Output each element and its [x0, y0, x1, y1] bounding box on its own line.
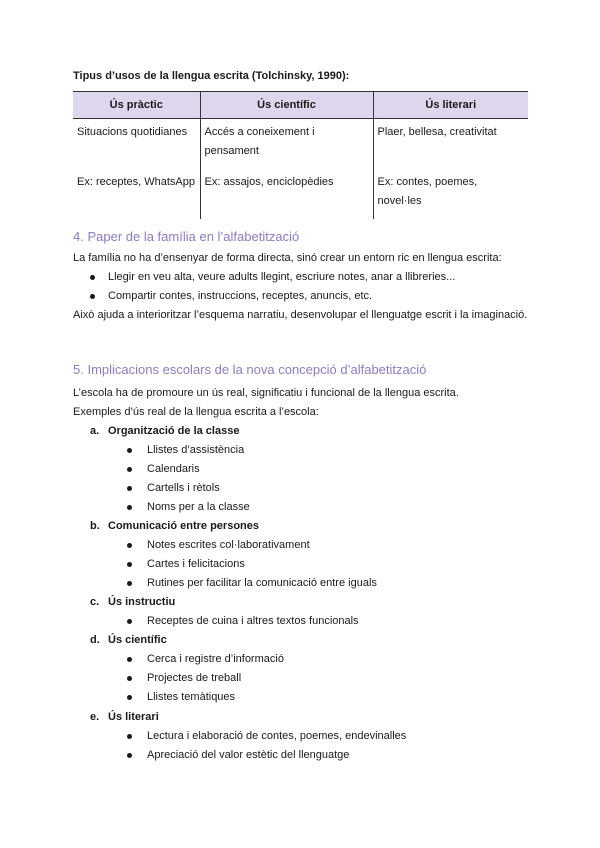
category-marker: d.	[90, 634, 100, 646]
category-marker: b.	[90, 520, 100, 532]
list-item: Cartells i rètols	[127, 479, 250, 498]
section-4-intro: La família no ha d’ensenyar de forma directa, sinó crear un entorn ric en llengua escrita:	[73, 252, 502, 264]
list-item: Compartir contes, instruccions, receptes, anuncis, etc.	[73, 287, 455, 306]
category-scientific-list	[127, 650, 284, 707]
table-cell: Ex: assajos, enciclopèdies	[200, 167, 373, 219]
category-scientific	[90, 631, 167, 650]
list-item: Noms per a la classe	[127, 498, 250, 517]
category-title: Organització de la classe	[108, 425, 240, 437]
list-item: Rutines per facilitar la comunicació entre iguals	[127, 574, 377, 593]
section-4-bullet-list	[73, 268, 455, 306]
category-instructive-list	[127, 612, 359, 631]
category-title: Ús instructiu	[108, 596, 176, 608]
table-cell: Ex: contes, poemes, novel·les	[373, 167, 528, 219]
list-item: Receptes de cuina i altres textos funcionals	[127, 612, 359, 631]
uses-table	[73, 91, 528, 219]
section-5-intro-2: Exemples d’ús real de la llengua escrita a l’escola:	[73, 406, 319, 418]
list-item: Cerca i registre d’informació	[127, 650, 284, 669]
table-row	[73, 119, 528, 168]
list-item: Llegir en veu alta, veure adults llegint, escriure notes, anar a llibreries...	[73, 268, 455, 287]
header-practical-use: Ús pràctic	[73, 92, 200, 119]
table-cell: Ex: receptes, WhatsApp	[77, 176, 195, 188]
category-literary	[90, 708, 159, 727]
category-organization-list	[127, 441, 250, 517]
category-organization	[90, 422, 239, 441]
table-cell: Situacions quotidianes	[77, 126, 188, 138]
table-title: Tipus d’usos de la llengua escrita (Tolchinsky, 1990):	[73, 70, 350, 82]
category-title: Comunicació entre persones	[108, 520, 259, 532]
table-cell: Plaer, bellesa, creativitat	[373, 119, 528, 168]
category-marker: c.	[90, 596, 100, 608]
category-title: Ús literari	[108, 711, 159, 723]
list-item: Notes escrites col·laborativament	[127, 536, 377, 555]
category-title: Ús científic	[108, 634, 167, 646]
section-5-heading: 5. Implicacions escolars de la nova concepció d’alfabetització	[73, 362, 427, 377]
table-header-row	[73, 92, 528, 119]
table-row	[73, 167, 528, 219]
list-item: Projectes de treball	[127, 669, 284, 688]
section-4-closing: Això ajuda a interioritzar l’esquema narratiu, desenvolupar el llenguatge escrit i la imaginació.	[73, 309, 528, 321]
category-instructive	[90, 593, 175, 612]
table-cell: Accés a coneixement i pensament	[200, 119, 373, 168]
list-item: Lectura i elaboració de contes, poemes, endevinalles	[127, 727, 406, 746]
category-marker: e.	[90, 711, 100, 723]
category-marker: a.	[90, 425, 100, 437]
list-item: Apreciació del valor estètic del llenguatge	[127, 746, 406, 765]
category-literary-list	[127, 727, 406, 765]
category-communication	[90, 517, 259, 536]
list-item: Llistes d’assistència	[127, 441, 250, 460]
list-item: Llistes temàtiques	[127, 688, 284, 707]
list-item: Calendaris	[127, 460, 250, 479]
list-item: Cartes i felicitacions	[127, 555, 377, 574]
section-4-heading: 4. Paper de la família en l’alfabetització	[73, 229, 300, 244]
header-literary-use: Ús literari	[373, 92, 528, 119]
category-communication-list	[127, 536, 377, 593]
header-scientific-use: Ús científic	[200, 92, 373, 119]
section-5-intro-1: L’escola ha de promoure un ús real, significatiu i funcional de la llengua escrita.	[73, 387, 459, 399]
